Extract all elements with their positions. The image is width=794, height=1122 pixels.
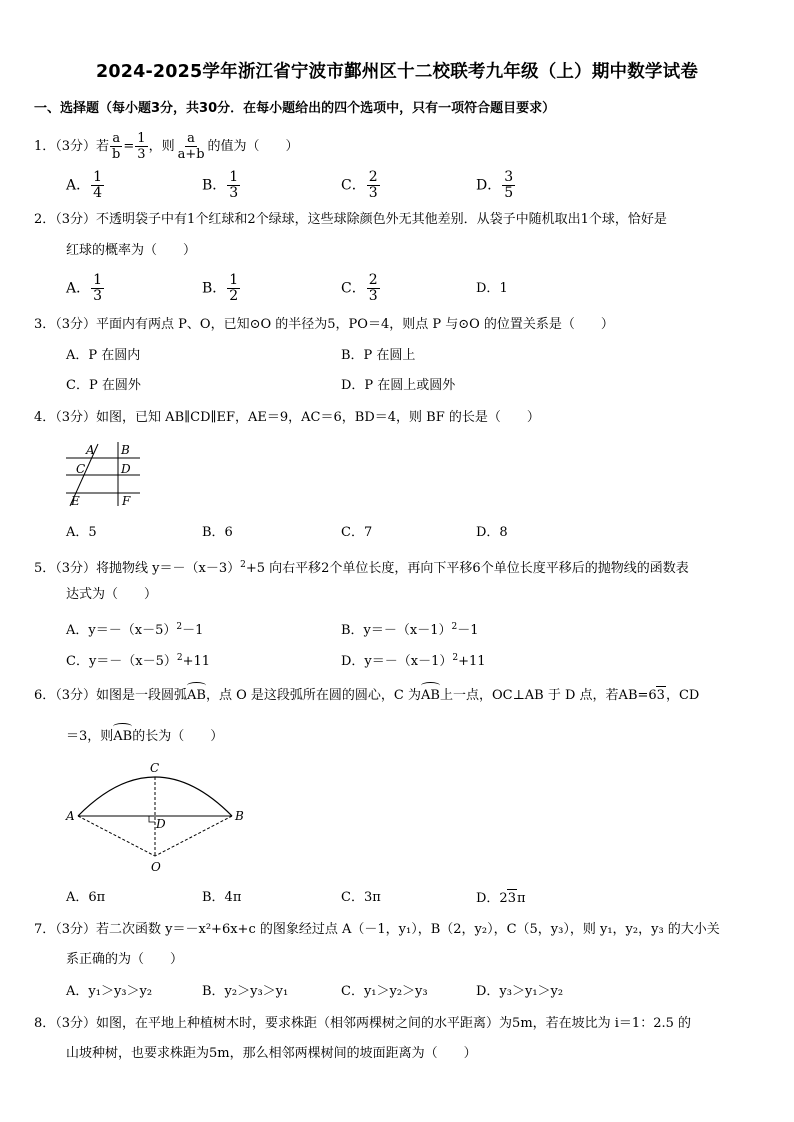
circle-arc-figure: [60, 758, 260, 878]
label-d: D: [121, 462, 131, 476]
q5-option-b[interactable]: B．$y=-(x-1)^2-1$: [341, 622, 479, 638]
q2-option-d[interactable]: D．1: [476, 281, 508, 296]
question-6-line-1: 6．（3分）如图是一段圆弧AB，点 O 是这段弧所在圆的圆心，C 为AB上一点，OC⊥AB 于 D 点，若AB=63，CD: [34, 688, 700, 703]
question-2-line-1: 2．（3分）不透明袋子中有1个红球和2个绿球，这些球除颜色外无其他差别．从袋子中随机取出1个球，恰好是: [34, 212, 667, 227]
q6-option-a[interactable]: A．6π: [66, 890, 106, 905]
question-8-line-1: 8．（3分）如图，在平地上种植树木时，要求株距（相邻两棵树之间的水平距离）为5m，若在坡比为 i＝1：2.5 的: [34, 1016, 692, 1031]
q6-option-d[interactable]: D．23π: [476, 891, 526, 906]
fraction-a-apb: $\frac{a}{a+b}$: [177, 131, 205, 162]
fraction-1-3: $\frac{1}{3}$: [137, 131, 146, 162]
question-4: 4．（3分）如图，已知 AB∥CD∥EF，AE＝9，AC＝6，BD＝4，则 BF 的长是（ ）: [34, 410, 540, 425]
question-8-line-2: 山坡种树，也要求株距为5m，那么相邻两棵树间的坡面距离为（ ）: [66, 1046, 477, 1061]
q4-option-d[interactable]: D．8: [476, 525, 508, 540]
arc-ab: AB: [187, 688, 206, 703]
label-c: C: [76, 462, 86, 476]
q7-option-a[interactable]: A．y₁＞y₃＞y₂: [66, 984, 153, 999]
arc-ab: AB: [421, 688, 440, 703]
right-angle-mark: [149, 816, 155, 822]
q3-option-b[interactable]: B．P 在圆上: [341, 348, 416, 363]
label-f: F: [122, 494, 131, 508]
q5-option-c[interactable]: C．$y=-(x-5)^2+11$: [66, 653, 211, 669]
q3-option-c[interactable]: C．P 在圆外: [66, 378, 141, 393]
q3-option-d[interactable]: D．P 在圆上或圆外: [341, 378, 456, 393]
segment-oa: [78, 816, 155, 856]
label-b: B: [235, 809, 244, 823]
question-2-line-2: 红球的概率为（ ）: [66, 243, 197, 258]
q4-option-b[interactable]: B．6: [202, 525, 233, 540]
q5-option-d[interactable]: D．$y=-(x-1)^2+11$: [341, 653, 486, 669]
q4-option-a[interactable]: A．5: [66, 525, 97, 540]
q2-option-b[interactable]: B． $\frac{1}{2}$: [202, 272, 239, 304]
q2-option-a[interactable]: A． $\frac{1}{3}$: [66, 272, 103, 304]
label-o: O: [151, 860, 161, 874]
question-7-line-1: 7．（3分）若二次函数 y＝－x²+6x+c 的图象经过点 A（－1，y₁），B（2，y₂），C（5，y₃），则 y₁，y₂，y₃ 的大小关: [34, 922, 720, 937]
q1-text: 1．（3分）若: [34, 139, 110, 154]
question-3: 3．（3分）平面内有两点 P、O，已知⊙O 的半径为5，PO＝4，则点 P 与⊙O 的位置关系是（ ）: [34, 317, 614, 332]
q6-option-b[interactable]: B．4π: [202, 890, 242, 905]
q2-option-c[interactable]: C． $\frac{2}{3}$: [341, 272, 378, 304]
q5-option-a[interactable]: A．$y=-(x-5)^2-1$: [66, 622, 204, 638]
fraction-a-b: $\frac{a}{b}$: [112, 131, 121, 162]
q6-option-c[interactable]: C．3π: [341, 890, 381, 905]
q1-option-a[interactable]: A． $\frac{1}{4}$: [66, 169, 103, 201]
section-heading: 一、选择题（每小题3分，共30分．在每小题给出的四个选项中，只有一项符合题目要求）: [34, 101, 556, 116]
q1-option-c[interactable]: C． $\frac{2}{3}$: [341, 169, 378, 201]
question-1: 1．（3分）若 $\frac{a}{b}$ = $\frac{1}{3}$ ，则 $\frac{a}{a+b}$ 的值为（ ）: [34, 131, 299, 162]
label-b: B: [121, 443, 130, 457]
label-e: E: [71, 494, 80, 508]
question-5-line-2: 达式为（ ）: [66, 587, 158, 602]
question-6-line-2: ＝3，则AB的长为（ ）: [66, 729, 224, 744]
q4-option-c[interactable]: C．7: [341, 525, 373, 540]
sqrt-3: 3: [656, 688, 665, 703]
question-7-line-2: 系正确的为（ ）: [66, 952, 184, 967]
q7-option-d[interactable]: D．y₃＞y₁＞y₂: [476, 984, 564, 999]
label-c: C: [150, 761, 160, 775]
label-a: A: [86, 443, 95, 457]
arc-ab: AB: [113, 729, 133, 744]
q1-option-b[interactable]: B． $\frac{1}{3}$: [202, 169, 239, 201]
exam-title: 2024-2025学年浙江省宁波市鄞州区十二校联考九年级（上）期中数学试卷: [95, 62, 699, 82]
question-5-line-1: 5．（3分）将抛物线 $y=-(x-3)^2+5$ 向右平移2个单位长度，再向下平移6个单位长度平移后的抛物线的函数表: [34, 560, 689, 576]
q3-option-a[interactable]: A．P 在圆内: [66, 348, 141, 363]
q1-option-d[interactable]: D． $\frac{3}{5}$: [476, 169, 514, 201]
q7-option-c[interactable]: C．y₁＞y₂＞y₃: [341, 984, 428, 999]
q7-option-b[interactable]: B．y₂＞y₃＞y₁: [202, 984, 289, 999]
label-d: D: [156, 817, 166, 831]
parallel-lines-figure: [62, 440, 144, 508]
segment-ob: [155, 816, 232, 856]
label-a: A: [66, 809, 75, 823]
